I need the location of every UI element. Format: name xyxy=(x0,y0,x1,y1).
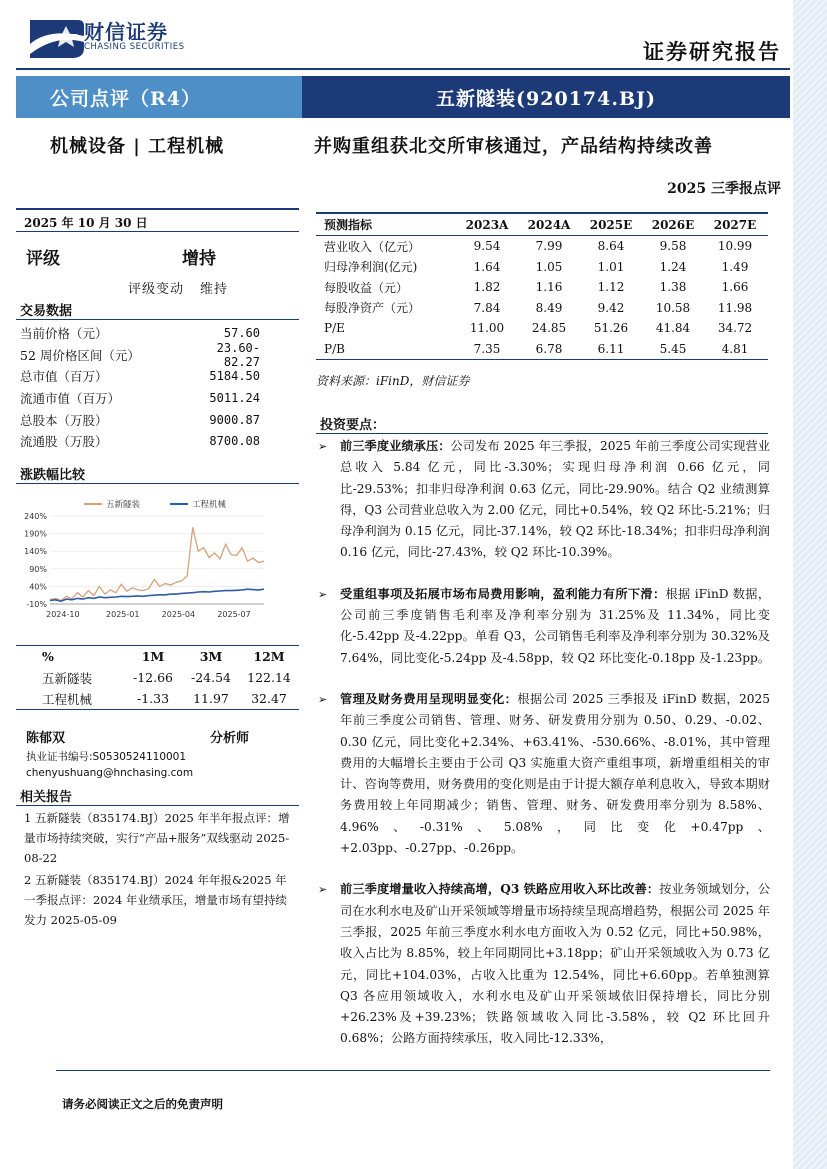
forecast-cell: 1.16 xyxy=(535,280,563,295)
investment-point xyxy=(316,436,770,564)
forecast-row xyxy=(316,339,768,360)
report-subtitle: 2025 三季报点评 xyxy=(667,181,781,197)
report-category: 公司点评（R4） xyxy=(16,76,302,118)
chart-y-tick-label: 90% xyxy=(29,564,47,574)
trade-row xyxy=(20,387,299,409)
rating-change-value: 维持 xyxy=(200,282,229,297)
decorative-side-strip xyxy=(793,0,827,1169)
trade-row xyxy=(20,409,299,431)
analyst-name: 陈郁双 xyxy=(26,731,66,746)
forecast-cell: 1.66 xyxy=(721,280,749,295)
report-title: 并购重组获北交所审核通过，产品结构持续改善 xyxy=(314,136,713,157)
forecast-row xyxy=(316,318,768,339)
forecast-header-row xyxy=(316,214,768,236)
investment-point xyxy=(316,879,770,1049)
analyst-email[interactable]: chenyushuang@hnchasing.com xyxy=(26,767,194,779)
perf-cell: 11.97 xyxy=(193,691,229,706)
forecast-header-cell: 2027E xyxy=(713,217,757,232)
trade-value: 8700.08 xyxy=(209,434,260,449)
forecast-cell: 1.49 xyxy=(721,259,749,274)
perf-row xyxy=(16,667,299,688)
forecast-cell: 24.85 xyxy=(531,321,567,336)
point-text: 根据公司 2025 三季报及 iFinD 数据，2025 年前三季度公司销售、管理、财务、研发费用分别为 0.50、0.29、-0.02、0.30 亿元，同比变化+2.34%、+63.41%、-530.66%、-8.01%，其中管理费用的大幅增长主要由于公司 Q3 实施重大资产重组事项，新增重组相关的审计、咨询等费用，财务费用的变化则是由于计提大额存单利息收入，导致本期财务费用较上年同期减少；销售、管理、财务、研发费用率分别为 8.58%、4.96%、-0.31%、5.08%，同比变化+0.47pp、+2.03pp、-0.27pp、-0.26pp。 xyxy=(340,691,771,856)
footer-rule xyxy=(56,1070,770,1071)
perf-cell: -24.54 xyxy=(190,670,231,685)
forecast-cell: 7.99 xyxy=(535,239,563,254)
chart-y-tick-label: -10% xyxy=(26,600,47,609)
trade-row xyxy=(20,340,299,369)
point-heading: 管理及财务费用呈现明显变化： xyxy=(340,691,518,706)
perf-cell: -12.66 xyxy=(132,670,173,685)
analyst-block xyxy=(26,727,296,779)
forecast-cell: 51.26 xyxy=(593,321,629,336)
performance-chart xyxy=(16,492,299,632)
performance-table xyxy=(16,645,299,710)
forecast-cell: 1.64 xyxy=(473,259,501,274)
investment-points xyxy=(316,436,770,1070)
title-banner xyxy=(16,76,790,118)
forecast-cell: 11.00 xyxy=(469,321,505,336)
trade-key: 总市值（百万） xyxy=(20,369,108,385)
chart-y-tick-label: 240% xyxy=(24,512,47,521)
company-ticker: 五新隧装(920174.BJ) xyxy=(302,76,790,118)
trade-data-heading: 交易数据 xyxy=(16,300,299,320)
forecast-header-cell: 2025E xyxy=(589,217,633,232)
forecast-cell: 11.98 xyxy=(717,300,753,315)
chart-y-tick-label: 140% xyxy=(24,547,47,557)
forecast-header-cell: 2024A xyxy=(527,217,571,232)
trade-value: 57.60 xyxy=(223,325,260,340)
chart-x-tick-label: 2025-07 xyxy=(217,610,251,619)
forecast-header-cell: 2026E xyxy=(651,217,695,232)
forecast-cell: 1.05 xyxy=(535,259,563,274)
related-reports xyxy=(24,808,296,932)
forecast-cell: P/E xyxy=(324,321,345,336)
trade-key: 总股本（万股） xyxy=(20,412,108,428)
trade-value: 5184.50 xyxy=(209,369,260,384)
forecast-cell: 7.84 xyxy=(473,300,501,315)
forecast-cell: P/B xyxy=(324,341,345,356)
perf-cell: 工程机械 xyxy=(42,691,93,707)
point-text: 根据 iFinD 数据，公司前三季度销售毛利率及净利率分别为 31.25%及 11.34%，同比变化-5.42pp 及-4.22pp。单看 Q3，公司销售毛利率及净利率分别为 30.32%及 7.64%，同比变化-5.24pp 及-4.58pp，较 Q2 环比变化-0.18pp 及-1.23pp。 xyxy=(340,586,771,665)
trade-key: 流通市值（百万） xyxy=(20,390,121,406)
perf-cell: -1.33 xyxy=(136,691,170,706)
disclaimer: 请务必阅读正文之后的免责声明 xyxy=(62,1097,223,1111)
perf-header-cell: 1M xyxy=(141,649,165,664)
forecast-cell: 每股净资产（元） xyxy=(324,301,421,316)
forecast-cell: 10.99 xyxy=(717,239,753,254)
rating-value: 增持 xyxy=(182,249,216,269)
trade-key: 52 周价格区间（元） xyxy=(20,347,140,363)
chart-series-line-index xyxy=(50,589,264,601)
perf-cell: 五新隧装 xyxy=(42,670,93,686)
forecast-cell: 10.58 xyxy=(655,300,691,315)
report-type: 证券研究报告 xyxy=(643,39,781,64)
forecast-cell: 营业收入（亿元） xyxy=(324,239,421,254)
forecast-header-cell: 2023A xyxy=(465,217,509,232)
related-heading: 相关报告 xyxy=(16,786,299,806)
chart-x-tick-label: 2025-04 xyxy=(161,610,196,619)
forecast-cell: 41.84 xyxy=(655,321,691,336)
perf-header-cell: 12M xyxy=(253,649,285,664)
investment-points-heading: 投资要点： xyxy=(316,414,768,434)
forecast-row xyxy=(316,277,768,298)
forecast-cell: 8.64 xyxy=(597,239,625,254)
forecast-cell: 7.35 xyxy=(473,341,501,356)
trade-value: 23.60-82.27 xyxy=(216,340,260,369)
brand-name-en: CHASING SECURITIES xyxy=(84,42,185,52)
rating-label: 评级 xyxy=(26,249,60,269)
point-text: 公司发布 2025 年三季报，2025 年前三季度公司实现营业总收入 5.84 亿元，同比-3.30%；实现归母净利润 0.66 亿元，同比-29.53%；扣非归母净利润 0.63 亿元，同比-29.90%。结合 Q2 业绩测算得，Q3 公司营业总收入为 2.00 亿元，同比+0.54%，较 Q2 环比-5.21%；归母净利润为 0.15 亿元，同比-37.14%，较 Q2 环比-18.34%；扣非归母净利润 0.16 亿元，同比-27.43%，较 Q2 环比-10.39%。 xyxy=(340,439,770,560)
chart-y-tick-label: 190% xyxy=(24,529,47,539)
forecast-header-cell: 预测指标 xyxy=(324,218,373,232)
forecast-cell: 归母净利润(亿元) xyxy=(324,260,418,275)
perf-cell: 122.14 xyxy=(247,670,291,685)
analyst-cert: 执业证书编号:S0530524110001 xyxy=(26,751,187,763)
rating-change-label: 评级变动 xyxy=(128,282,185,297)
forecast-row xyxy=(316,257,768,278)
chart-series-line-stock xyxy=(50,527,264,600)
forecast-cell: 1.82 xyxy=(473,280,501,295)
chart-legend-label: 五新隧装 xyxy=(106,500,141,510)
investment-point xyxy=(316,689,770,859)
perf-row xyxy=(16,688,299,709)
forecast-cell: 9.54 xyxy=(473,239,501,254)
rating-change xyxy=(128,278,228,297)
bullet-arrow-icon: ➢ xyxy=(318,440,328,453)
trade-data-table xyxy=(20,322,299,452)
trade-key: 当前价格（元） xyxy=(20,325,108,341)
chart-x-tick-label: 2024-10 xyxy=(46,610,80,619)
related-report-item[interactable]: 2 五新隧装（835174.BJ）2024 年年报&2025 年一季报点评：2024 年业绩承压，增量市场有望持续发力 2025-05-09 xyxy=(24,873,287,927)
report-date: 2025 年 10 月 30 日 xyxy=(16,208,299,232)
forecast-cell: 34.72 xyxy=(717,321,753,336)
forecast-cell: 9.58 xyxy=(659,239,687,254)
header-rule xyxy=(16,68,790,70)
forecast-cell: 9.42 xyxy=(597,300,625,315)
chart-y-tick-label: 40% xyxy=(29,582,47,592)
trade-key: 流通股（万股） xyxy=(20,434,108,450)
brand-name-cn: 财信证券 xyxy=(84,20,168,44)
bullet-arrow-icon: ➢ xyxy=(318,692,328,706)
related-report-item[interactable]: 1 五新隧装（835174.BJ）2025 年半年报点评：增量市场持续突破，实行“产品+服务”双线驱动 2025-08-22 xyxy=(24,811,290,865)
chart-heading: 涨跌幅比较 xyxy=(16,464,299,484)
forecast-table xyxy=(316,212,768,360)
chart-legend-label: 工程机械 xyxy=(192,500,227,510)
forecast-source: 资料来源：iFinD，财信证券 xyxy=(316,374,470,388)
forecast-cell: 每股收益（元） xyxy=(324,280,409,295)
trade-row xyxy=(20,430,299,452)
point-heading: 前三季度业绩承压： xyxy=(340,439,451,453)
perf-header-cell: % xyxy=(42,649,54,664)
forecast-cell: 5.45 xyxy=(659,341,687,356)
forecast-row xyxy=(316,236,768,257)
chart-x-tick-label: 2025-01 xyxy=(106,610,140,619)
perf-header-cell: 3M xyxy=(199,649,223,664)
forecast-cell: 1.24 xyxy=(659,259,687,274)
forecast-cell: 6.11 xyxy=(597,341,625,356)
perf-header-row xyxy=(16,646,299,667)
trade-value: 5011.24 xyxy=(209,390,260,405)
forecast-cell: 8.49 xyxy=(535,300,563,315)
analyst-role: 分析师 xyxy=(210,731,250,746)
point-heading: 前三季度增量收入持续高增，Q3 铁路应用收入环比改善： xyxy=(340,882,660,897)
trade-value: 9000.87 xyxy=(209,412,260,427)
forecast-cell: 4.81 xyxy=(721,341,749,356)
forecast-cell: 6.78 xyxy=(535,341,563,356)
bullet-arrow-icon: ➢ xyxy=(318,883,328,897)
point-heading: 受重组事项及拓展市场布局费用影响，盈利能力有所下滑： xyxy=(340,586,666,601)
investment-point xyxy=(316,584,770,669)
forecast-cell: 1.38 xyxy=(659,280,687,295)
forecast-cell: 1.12 xyxy=(597,280,625,295)
forecast-row xyxy=(316,298,768,319)
bullet-arrow-icon: ➢ xyxy=(318,587,328,601)
forecast-cell: 1.01 xyxy=(597,259,625,274)
point-text: 按业务领域划分，公司在水利水电及矿山开采领域等增量市场持续呈现高增趋势，根据公司 2025 年三季报，2025 年前三季度水利水电方面收入为 0.52 亿元，同比+50.98%，收入占比为 8.85%，较上年同期同比+3.18pp；矿山开采领域收入为 0.73 亿元，同比+104.03%，占收入比重为 12.54%，同比+6.60pp。若单独测算 Q3 各应用领域收入，水利水电及矿山开采领域依旧保持增长，同比分别+26.23%及+39.23%；铁路领域收入同比-3.58%，较 Q2 环比回升 0.68%；公路方面持续承压，收入同比-12.33%， xyxy=(340,882,771,1046)
perf-cell: 32.47 xyxy=(251,691,287,706)
trade-row xyxy=(20,365,299,387)
sector-label: 机械设备 | 工程机械 xyxy=(50,136,225,157)
